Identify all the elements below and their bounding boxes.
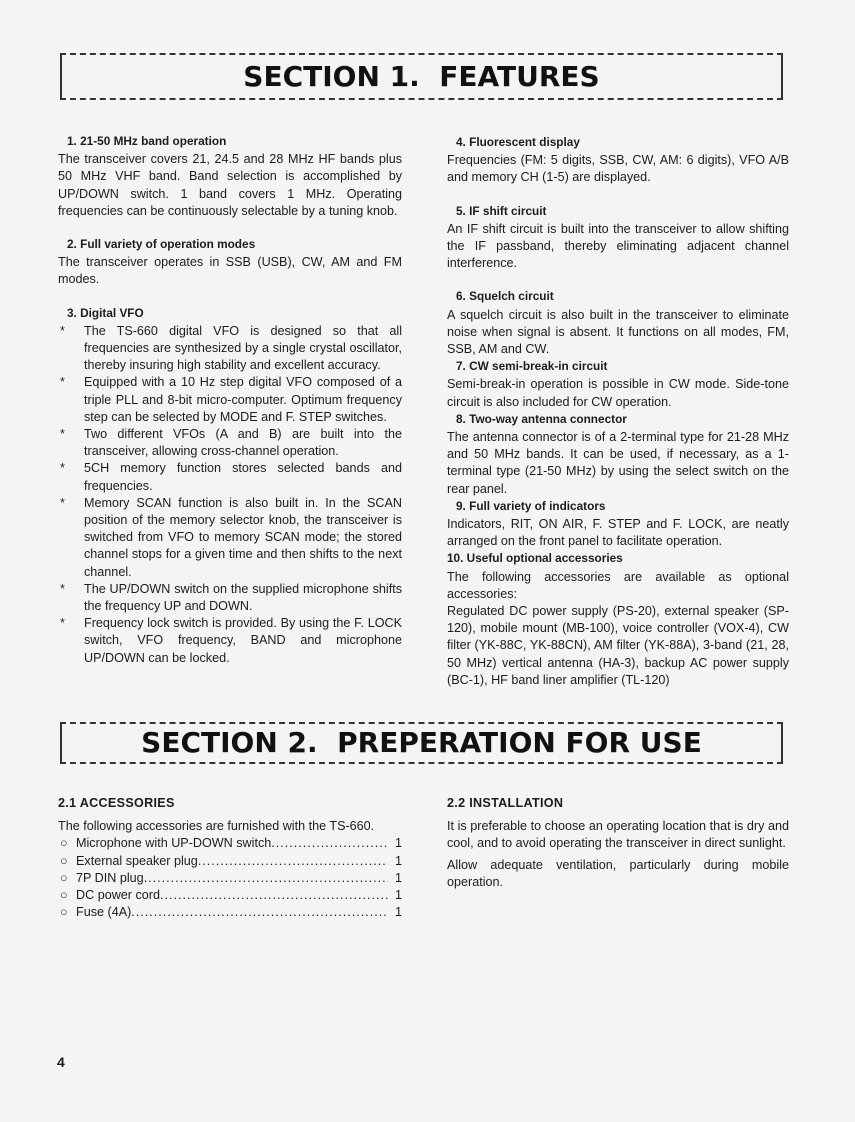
section2-title: SECTION 2. PREPERATION FOR USE xyxy=(141,726,702,759)
list-item: * Memory SCAN function is also built in. In the SCAN position of the memory selector knob, the transceiver is switched from VFO to memory SCAN mode; the stored channel stops for a given time and then shifts to the next channel. xyxy=(58,495,402,581)
installation-paragraph-1: It is preferable to choose an operating location that is dry and cool, and to avoid operating the transceiver in direct sunlight. xyxy=(447,819,789,851)
accessory-name: 7P DIN plug xyxy=(76,870,144,885)
section1-banner xyxy=(60,53,783,100)
bullet-text: Frequency lock switch is provided. By using the F. LOCK switch, VFO frequency, BAND and microphone UP/DOWN can be locked. xyxy=(84,616,402,665)
feature-10-list: Regulated DC power supply (PS-20), external speaker (SP-120), mobile mount (MB-100), voice controller (VOX-4), CW filter (YK-88C, YK-88CN), AM filter (YK-88A), 3-band (21, 28, 50 MHz) vertical antenna (HA-3), backup AC power supply (BC-1), HF band liner amplifier (TL-120) xyxy=(447,604,789,687)
feature-1-heading: 1. 21-50 MHz band operation xyxy=(67,134,227,148)
list-item: * Equipped with a 10 Hz step digital VFO composed of a triple PLL and 8-bit micro-computer. Optimum frequency step can be selected by MODE and F. STEP switches. xyxy=(58,374,402,426)
installation-heading: 2.2 INSTALLATION xyxy=(447,796,564,810)
installation-column xyxy=(447,795,789,891)
list-item: * Two different VFOs (A and B) are built into the transceiver, allowing cross-channel operation. xyxy=(58,426,402,460)
feature-10-heading: 10. Useful optional accessories xyxy=(447,551,623,566)
list-item: ○ DC power cord ..... 1 xyxy=(58,887,402,904)
accessory-qty: 1 xyxy=(394,853,402,868)
accessories-intro: The following accessories are furnished with the TS-660. xyxy=(58,819,375,834)
feature-9-heading: 9. Full variety of indicators xyxy=(456,498,606,513)
feature-6-heading: 6. Squelch circuit xyxy=(456,289,554,304)
installation-paragraph-2: Allow adequate ventilation, particularly during mobile operation. xyxy=(447,857,789,889)
feature-4-heading: 4. Fluorescent display xyxy=(456,135,580,149)
bullet-text: Two different VFOs (A and B) are built into the transceiver, allowing cross-channel operation. xyxy=(84,427,402,459)
accessory-name: Microphone with UP-DOWN switch xyxy=(76,836,272,851)
feature-6-text: A squelch circuit is also built in the transceiver to eliminate noise when signal is absent. It functions on all modes, FM, SSB, AM and CW. xyxy=(447,307,789,357)
feature-5-heading: 5. IF shift circuit xyxy=(456,203,547,218)
section1-title: SECTION 1. FEATURES xyxy=(243,60,600,93)
feature-7-text: Semi-break-in operation is possible in CW mode. Side-tone circuit is also included for CW operation. xyxy=(447,377,789,409)
bullet-text: The TS-660 digital VFO is designed so that all frequencies are synthesized by a single crystal oscillator, thereby insuring high stability and excellent accuracy. xyxy=(84,323,402,373)
feature-7-heading: 7. CW semi-break-in circuit xyxy=(456,359,608,374)
bullet-text: 5CH memory function stores selected bands and frequencies. xyxy=(84,461,402,493)
feature-5-text: An IF shift circuit is built into the transceiver to allow shifting the IF passband, thereby eliminating adjacent channel interference. xyxy=(447,221,789,271)
features-left-column xyxy=(58,133,402,667)
accessory-qty: 1 xyxy=(394,870,402,885)
accessory-qty: 1 xyxy=(394,836,402,851)
bullet-text: Memory SCAN function is also built in. In the SCAN position of the memory selector knob, the transceiver is switched from VFO to memory SCAN mode; the stored channel stops for a given time and then shifts to the next channel. xyxy=(84,495,402,579)
list-item: * 5CH memory function stores selected bands and frequencies. xyxy=(58,460,402,494)
feature-2-text: The transceiver operates in SSB (USB), CW, AM and FM modes. xyxy=(58,255,402,287)
bullet-text: Equipped with a 10 Hz step digital VFO composed of a triple PLL and 8-bit micro-computer. Optimum frequency step can be selected by MODE and F. STEP switches. xyxy=(84,375,402,424)
feature-8-text: The antenna connector is of a 2-terminal type for 21-28 MHz and 50 MHz bands. It can be used, if necessary, as a 1-terminal type (21-50 MHz) by using the select switch on the rear panel. xyxy=(447,430,789,496)
accessory-name: DC power cord xyxy=(76,888,160,903)
features-right-column xyxy=(447,134,789,689)
section2-banner xyxy=(60,722,783,764)
feature-10-intro: The following accessories are available as optional accessories: xyxy=(447,569,789,601)
list-item: ○ External speaker plug ..... 1 xyxy=(58,853,402,870)
feature-3-heading: 3. Digital VFO xyxy=(67,305,144,320)
accessory-qty: 1 xyxy=(394,905,402,920)
list-item: * The UP/DOWN switch on the supplied microphone shifts the frequency UP and DOWN. xyxy=(58,581,402,615)
feature-9-text: Indicators, RIT, ON AIR, F. STEP and F. LOCK, are neatly arranged on the front panel to facilitate operation. xyxy=(447,517,789,549)
feature-2-heading: 2. Full variety of operation modes xyxy=(67,237,256,252)
accessories-heading: 2.1 ACCESSORIES xyxy=(58,796,175,810)
list-item: * Frequency lock switch is provided. By using the F. LOCK switch, VFO frequency, BAND and microphone UP/DOWN can be locked. xyxy=(58,615,402,667)
list-item: * The TS-660 digital VFO is designed so that all frequencies are synthesized by a single crystal oscillator, thereby insuring high stability and excellent accuracy. xyxy=(58,323,402,375)
accessories-column xyxy=(58,795,402,921)
accessory-name: External speaker plug xyxy=(76,853,198,868)
list-item: ○ 7P DIN plug ..... 1 xyxy=(58,870,402,887)
accessory-name: Fuse (4A) xyxy=(76,905,132,920)
feature-4-text: Frequencies (FM: 5 digits, SSB, CW, AM: 6 digits), VFO A/B and memory CH (1-5) are displayed. xyxy=(447,153,789,185)
bullet-text: The UP/DOWN switch on the supplied microphone shifts the frequency UP and DOWN. xyxy=(84,581,402,614)
accessory-qty: 1 xyxy=(394,888,402,903)
list-item: ○ Microphone with UP-DOWN switch ..... 1 xyxy=(58,835,402,852)
page-number: 4 xyxy=(57,1054,65,1070)
list-item: ○ Fuse (4A) ..... 1 xyxy=(58,904,402,921)
feature-8-heading: 8. Two-way antenna connector xyxy=(456,411,627,426)
feature-1-text: The transceiver covers 21, 24.5 and 28 MHz HF bands plus 50 MHz VHF band. Band selection is accomplished by UP/DOWN switch. 1 band covers 1 MHz. Operating frequencies can be continuously selectable by a tuning knob. xyxy=(58,152,402,218)
